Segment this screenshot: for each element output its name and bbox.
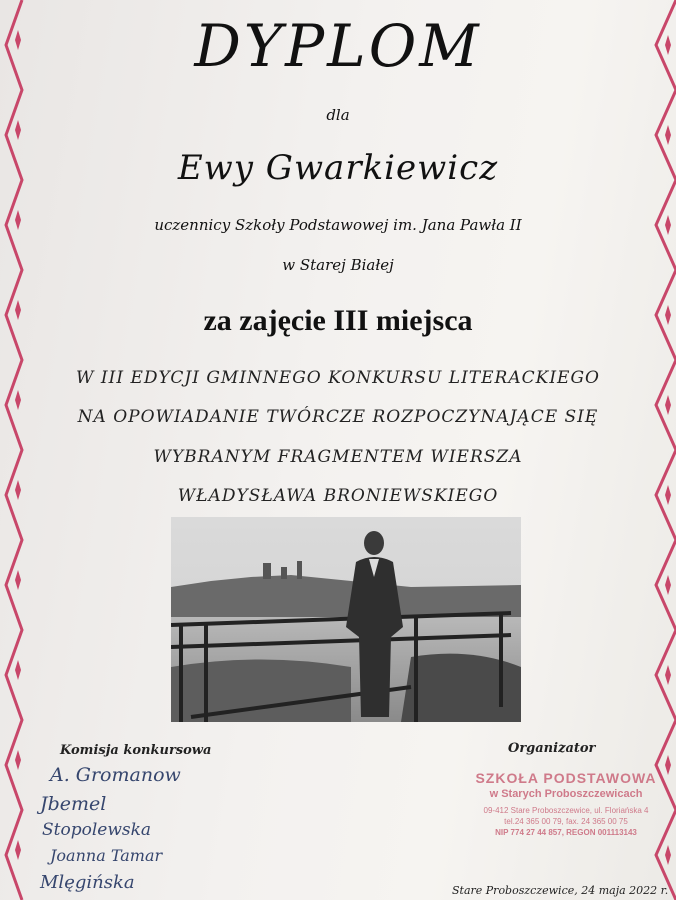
- stamp-nip-regon: NIP 774 27 44 857, REGON 001113143: [495, 828, 637, 837]
- signature-4: Joanna Tamar: [50, 846, 163, 865]
- stamp-phone: tel.24 365 00 79, fax. 24 365 00 75: [504, 817, 628, 826]
- award-place: za zajęcie III miejsca: [203, 304, 473, 337]
- town-line: w Starej Białej: [282, 256, 394, 274]
- contest-line-4: WŁADYSŁAWA BRONIEWSKIEGO: [177, 486, 499, 506]
- recipient-name: Ewy Gwarkiewicz: [177, 148, 499, 188]
- diploma-title: DYPLOM: [194, 12, 482, 80]
- signature-1: A. Gromanow: [50, 764, 181, 786]
- organizer-label: Organizator: [508, 741, 596, 756]
- stamp-address: 09-412 Stare Proboszczewice, ul. Floriańska 4: [483, 806, 649, 815]
- signature-3: Stopolewska: [42, 820, 152, 840]
- issue-date: Stare Proboszczewice, 24 maja 2022 r.: [452, 884, 669, 897]
- signature-2: Jbemel: [40, 793, 107, 815]
- committee-label: Komisja konkursowa: [60, 743, 212, 758]
- stamp-school-location: w Starych Proboszczewicach: [489, 788, 643, 800]
- contest-line-1: W III EDYCJI GMINNEGO KONKURSU LITERACKIEGO: [76, 368, 600, 388]
- contest-line-2: NA OPOWIADANIE TWÓRCZE ROZPOCZYNAJĄCE SIĘ: [77, 407, 599, 427]
- poet-photo: [171, 517, 521, 722]
- dla-label: dla: [326, 106, 350, 124]
- contest-line-3: WYBRANYM FRAGMENTEM WIERSZA: [153, 447, 523, 467]
- stamp-school-name: SZKOŁA PODSTAWOWA: [475, 770, 657, 786]
- signature-5: Mlęgińska: [40, 872, 135, 893]
- school-line: uczennicy Szkoły Podstawowej im. Jana Pawła II: [154, 216, 522, 234]
